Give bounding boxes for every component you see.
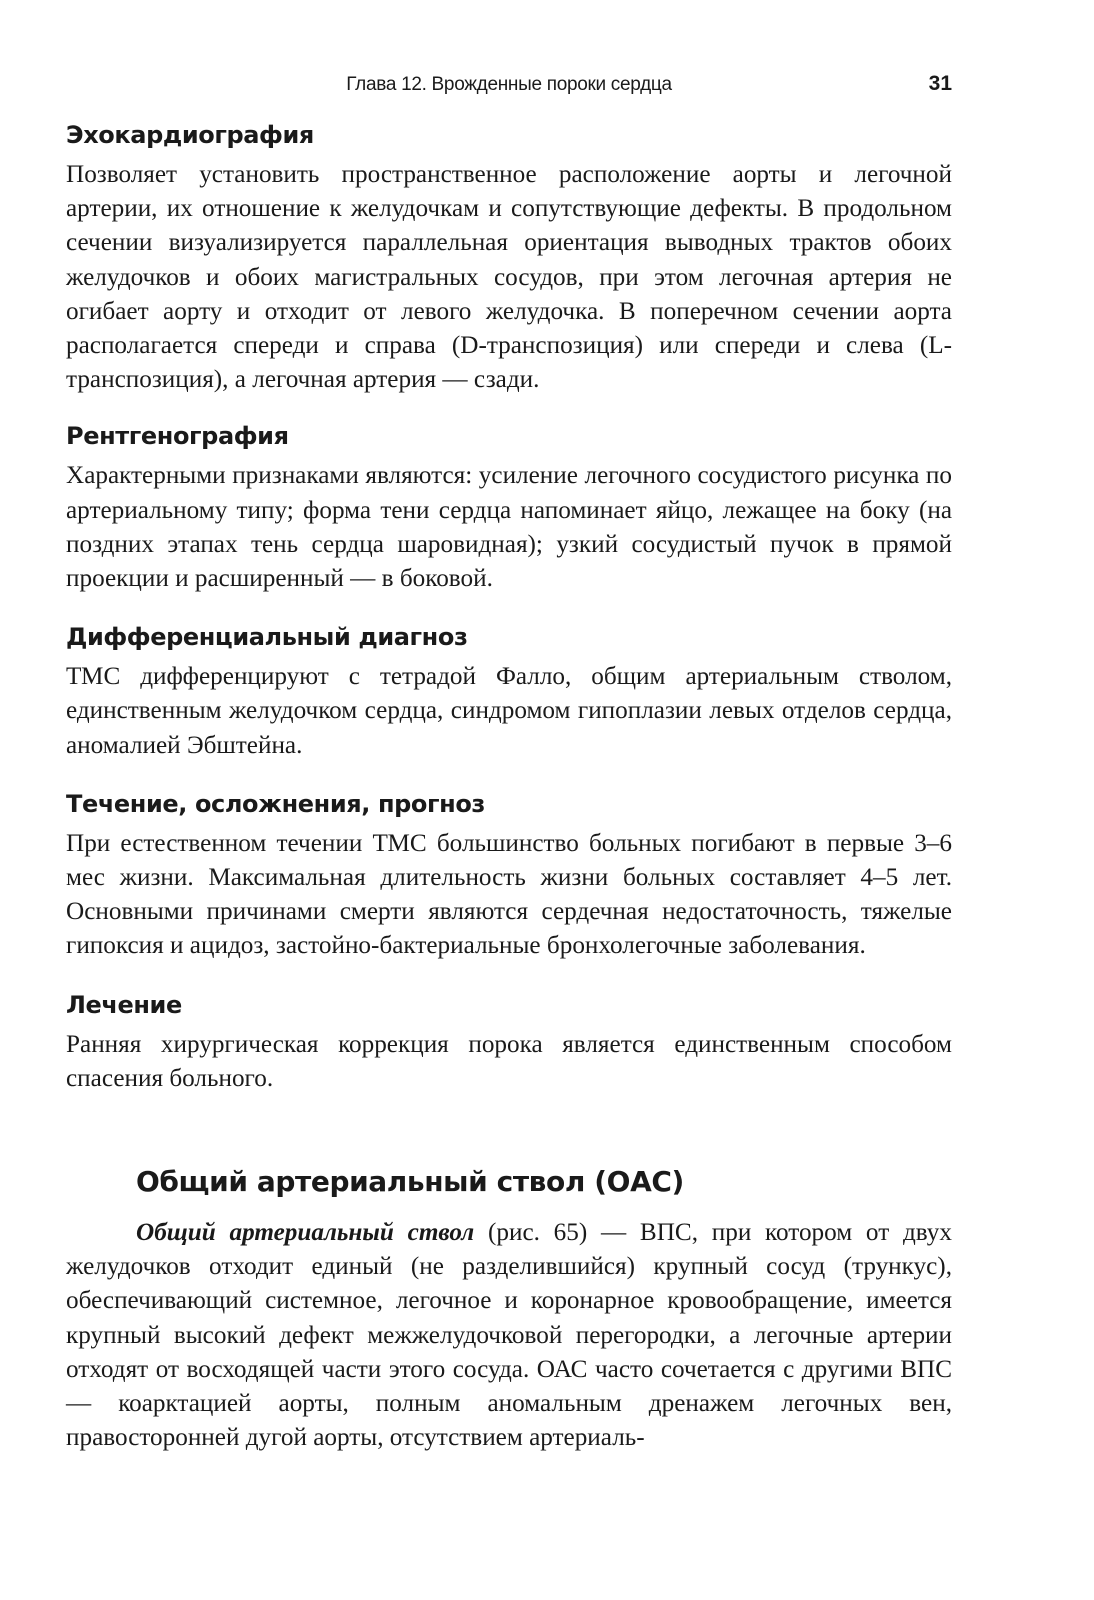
running-head <box>66 72 952 98</box>
section-differential-diagnosis <box>66 620 952 763</box>
section-paragraph: ТМС дифференцируют с тетрадой Фалло, общим артериальным стволом, единственным желудочком сердца, синдромом гипоплазии левых отделов сердца, аномалией Эбштейна. <box>66 663 952 759</box>
section-paragraph <box>66 1216 952 1455</box>
section-paragraph: Позволяет установить пространственное расположение аорты и легочной артерии, их отношение к желудочкам и сопутствующие дефекты. В продольном сечении визуализируется параллельная ориентация выводных трактов обоих желудочков и обоих магистральных сосудов, при этом легочная артерия не огибает аорту и отходит от левого желудочка. В поперечном сечении аорта располагается спереди и справа (D-транспозиция) или спереди и слева (L-транспозиция), а легочная артерия — сзади. <box>66 161 952 394</box>
running-title: Глава 12. Врожденные пороки сердца <box>346 74 672 95</box>
section-paragraph: Характерными признаками являются: усиление легочного сосудистого рисунка по артериальному типу; форма тени сердца напоминает яйцо, лежащее на боку (на поздних этапах тень сердца шаровидная); узкий сосудистый пучок в прямой проекции и расширенный — в боковой. <box>66 462 952 593</box>
section-spacer <box>66 1120 952 1162</box>
section-heading: Лечение <box>66 990 182 1019</box>
section-heading: Дифференциальный диагноз <box>66 623 468 652</box>
section-heading: Течение, осложнения, прогноз <box>66 789 485 818</box>
page-content <box>66 118 952 1479</box>
chapter-section-heading: Общий артериальный ствол (ОАС) <box>136 1165 684 1199</box>
definition-text: (рис. 65) — ВПС, при котором от двух желудочков отходит единый (не разделившийся) крупный сосуд (трункус), обеспечивающий системное, легочное и коронарное кровообращение, имеется крупный высокий дефект межжелудочковой перегородки, а легочные артерии отходят от восходящей части этого сосуда. ОАС часто сочетается с другими ВПС — коарктацией аорты, полным аномальным дренажем легочных вен, правосторонней дугой аорты, отсутствием артериаль- <box>66 1219 952 1452</box>
section-treatment <box>66 988 952 1096</box>
section-heading: Рентгенография <box>66 422 289 451</box>
defined-term: Общий артериальный ствол <box>136 1219 475 1247</box>
section-heading: Эхокардиография <box>66 121 314 149</box>
section-course-prognosis <box>66 787 952 964</box>
page-number: 31 <box>928 72 952 95</box>
section-echocardiography <box>66 118 952 397</box>
section-paragraph: Ранняя хирургическая коррекция порока является единственным способом спасения больного. <box>66 1030 952 1092</box>
section-radiography <box>66 419 952 596</box>
section-paragraph: При естественном течении ТМС большинство больных погибают в первые 3–6 мес жизни. Максимальная длительность жизни больных составляет 4–5 лет. Основными причинами смерти являются сердечная недостаточность, тяжелые гипоксия и ацидоз, застойно-бактериальные бронхолегочные заболевания. <box>66 829 952 960</box>
section-common-arterial-trunk <box>66 1162 952 1455</box>
